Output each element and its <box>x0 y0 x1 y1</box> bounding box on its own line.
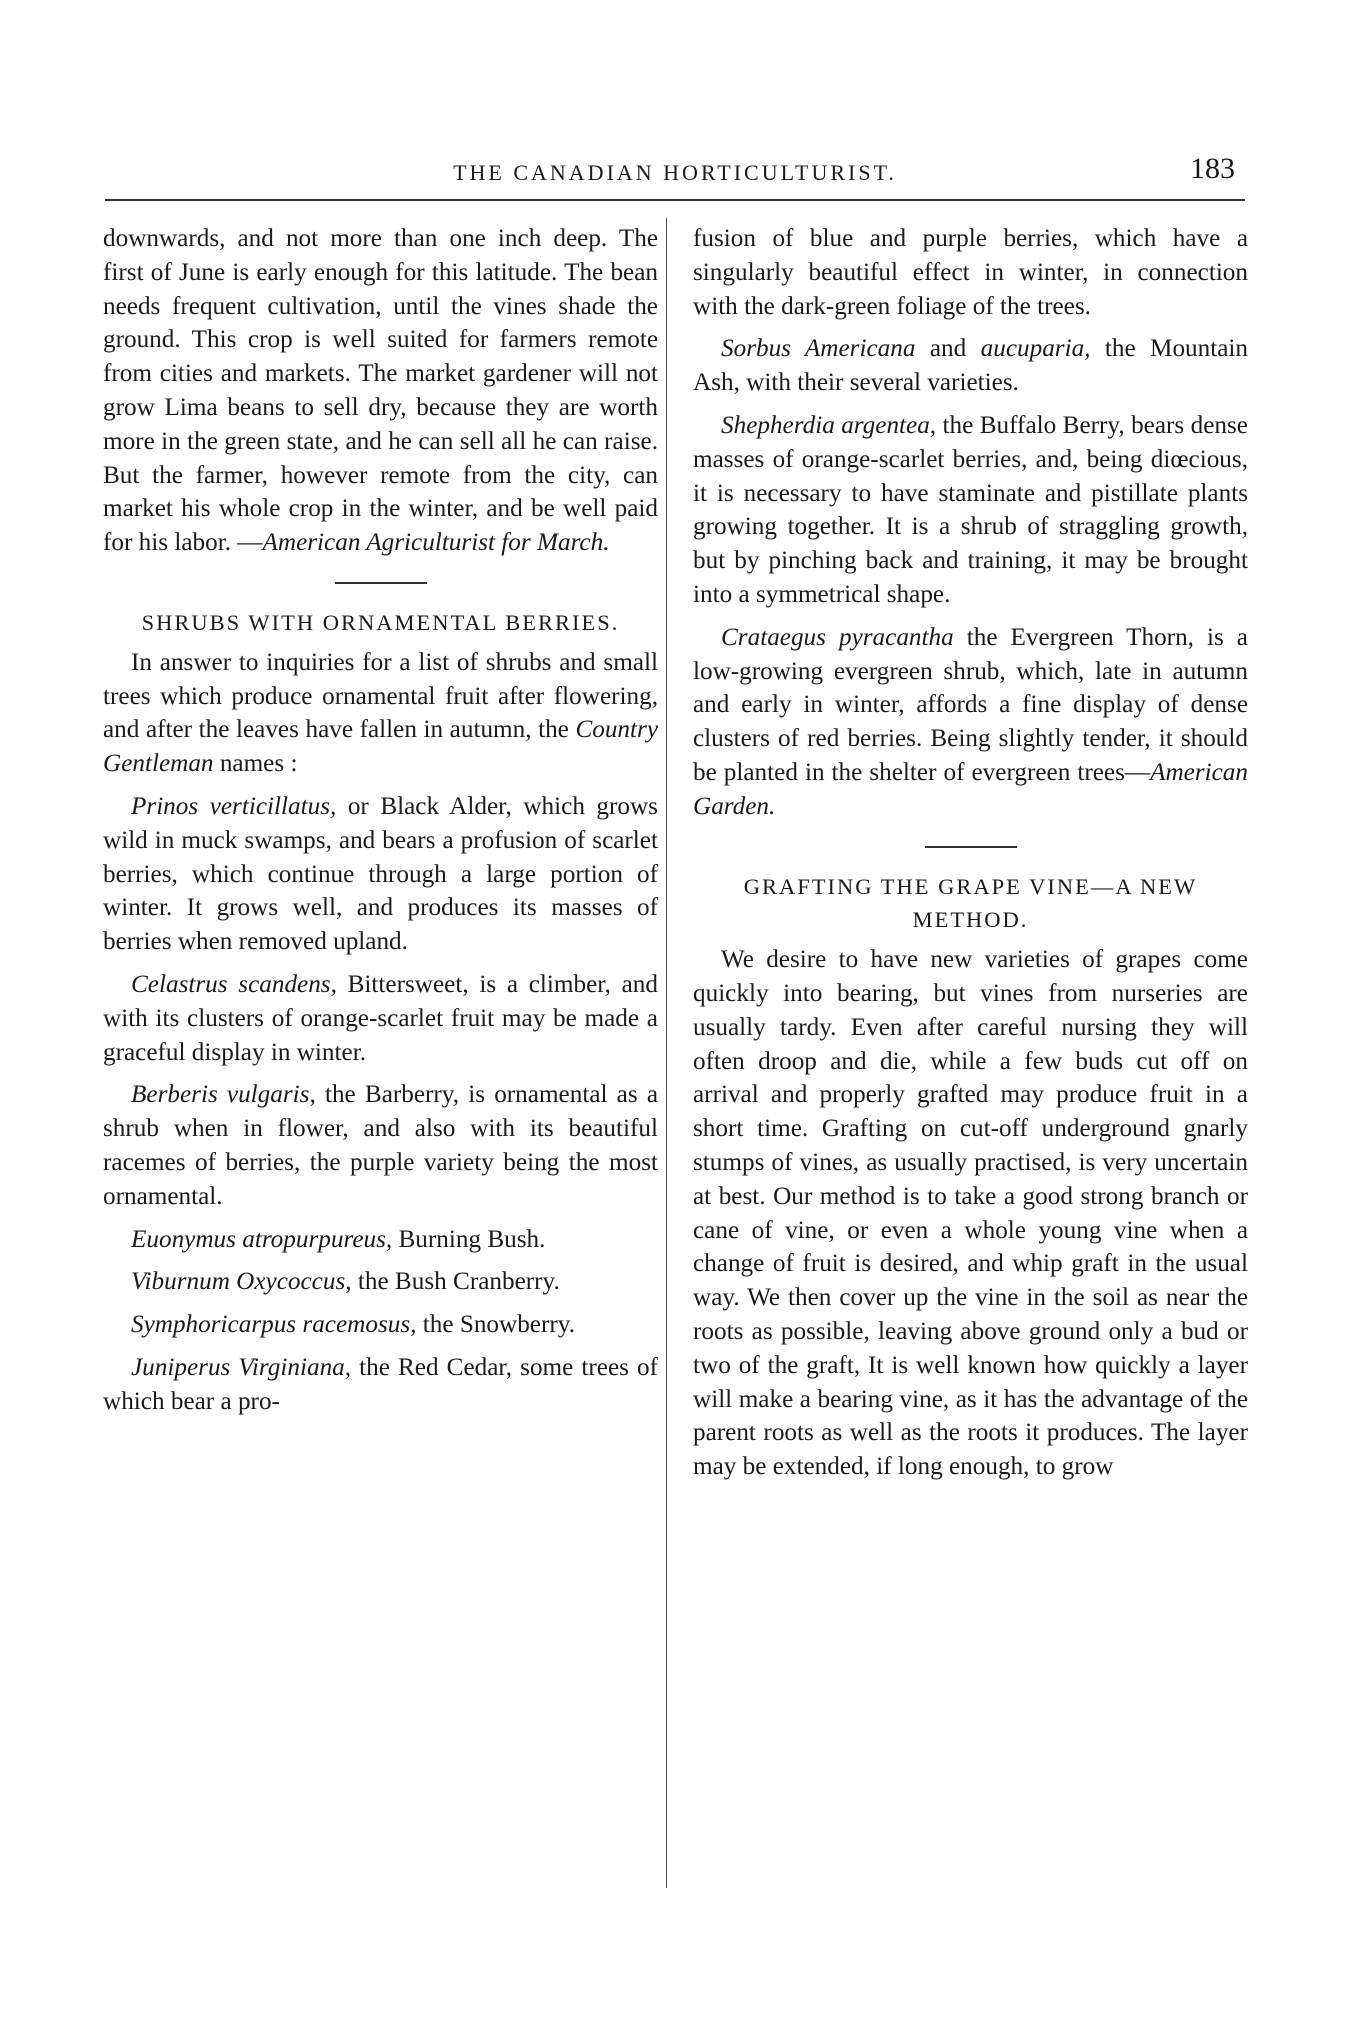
article-heading: GRAFTING THE GRAPE VINE—A NEW METHOD. <box>743 873 1198 933</box>
plant-name: Viburnum Oxycoccus, <box>131 1268 352 1296</box>
plant-name-secondary: aucuparia, <box>980 335 1091 363</box>
plant-description: or Black Alder, which grows wild in muck swamps, and bears a profusion of scarlet berries, which continue through a large portion of winter. It grows well, and produces its masses of berries when removed upland. <box>103 792 658 956</box>
header-rule <box>105 199 1245 201</box>
plant-name: Celastrus scandens, <box>131 970 337 998</box>
plant-description: the Mountain Ash, with their several varieties. <box>693 335 1249 397</box>
plant-entry <box>103 790 658 959</box>
plant-name: Euonymus atropurpureus, <box>131 1225 393 1253</box>
plant-entry <box>103 968 658 1069</box>
plant-entry <box>103 1223 658 1257</box>
body-paragraph: We desire to have new varieties of grapes come quickly into bearing, but vines from nurseries are usually tardy. Even after careful nursing they will often droop and die, while a few buds cut off on arrival and properly grafted may produce fruit in a short time. Grafting on cut-off underground gnarly stumps of vines, as usually practised, is very uncertain at best. Our method is to take a good strong branch or cane of vine, or even a whole young vine when a change of fruit is desired, and whip graft in the usual way. We then cover up the vine in the soil as near the roots as possible, leaving above ground only a bud or two of the graft, It is well known how quickly a layer will make a bearing vine, as it has the advantage of the parent roots as well as the roots it produces. The layer may be extended, if long enough, to grow <box>693 946 1248 1481</box>
plant-name: Crataegus pyracantha <box>721 623 954 651</box>
page-number: 183 <box>1190 152 1235 185</box>
left-column <box>103 222 658 1428</box>
plant-description: the Evergreen Thorn, is a low-growing evergreen shrub, which, late in autumn and early in winter, affords a fine display of dense clusters of red berries. Being slightly tender, it should be planted in the shelter of evergreen trees— <box>693 623 1248 786</box>
plant-entry <box>693 409 1248 612</box>
plant-description: Burning Bush. <box>392 1225 546 1253</box>
plant-entry <box>103 1351 658 1419</box>
plant-entry <box>103 1078 658 1213</box>
plant-entry <box>693 332 1248 400</box>
intro-paragraph <box>103 646 658 781</box>
plant-description: Bittersweet, is a climber, and with its clusters of orange-scarlet fruit may be made a graceful display in winter. <box>103 970 658 1066</box>
plant-name: Shepherdia argentea, <box>721 411 937 439</box>
plant-name: Symphoricarpus racemosus, <box>131 1311 417 1339</box>
plant-description: the Bush Cranberry. <box>351 1268 560 1296</box>
paragraph-text: downwards, and not more than one inch deep. The first of June is early enough for this latitude. The bean needs frequent cultivation, until the vines shade the ground. This crop is well suited for farmers remote from cities and markets. The market gardener will not grow Lima beans to sell dry, because they are worth more in the green state, and he can sell all he can raise. But the farmer, however remote from the city, can market his whole crop in the winter, and be well paid for his labor. — <box>103 225 658 557</box>
journal-title: THE CANADIAN HORTICULTURIST. <box>453 160 897 185</box>
section-rule <box>335 582 427 584</box>
plant-description: the Red Cedar, some trees of which bear a pro- <box>103 1353 658 1415</box>
plant-name: Prinos verticillatus, <box>131 792 337 820</box>
source-citation: American Agriculturist for March. <box>262 529 610 557</box>
plant-description: the Buffalo Berry, bears dense masses of orange-scarlet berries, and, being diœcious, it is necessary to have staminate and pistillate plants growing together. It is a shrub of straggling growth, but by pinching back and training, it may be brought into a symmetrical shape. <box>693 411 1248 608</box>
column-divider <box>666 218 667 1888</box>
plant-entry <box>103 1265 658 1299</box>
plant-name: Juniperus Virginiana, <box>131 1353 352 1381</box>
section-rule <box>925 846 1017 848</box>
continued-paragraph: fusion of blue and purple berries, which have a singularly beautiful effect in winter, in connection with the dark-green foliage of the trees. <box>693 225 1248 320</box>
source-citation: American Garden. <box>693 758 1248 820</box>
intro-text: In answer to inquiries for a list of shrubs and small trees which produce ornamental fruit after flowering, and after the leaves have fallen in autumn, the <box>103 648 658 744</box>
plant-description: the Snowberry. <box>416 1311 576 1339</box>
continued-paragraph <box>103 222 658 560</box>
plant-name: Sorbus Americana <box>721 335 916 363</box>
plant-entry <box>693 621 1248 824</box>
right-column <box>693 222 1248 1493</box>
source-citation: Country Gentleman <box>103 716 658 778</box>
article-heading: SHRUBS WITH ORNAMENTAL BERRIES. <box>141 609 620 635</box>
intro-text-end: names : <box>213 750 298 778</box>
plant-name: Berberis vulgaris, <box>131 1081 316 1109</box>
plant-description: and <box>915 335 981 363</box>
plant-description: the Barberry, is ornamental as a shrub when in flower, and also with its beautiful racemes of berries, the purple variety being the most ornamental. <box>103 1081 658 1210</box>
plant-entry <box>103 1308 658 1342</box>
